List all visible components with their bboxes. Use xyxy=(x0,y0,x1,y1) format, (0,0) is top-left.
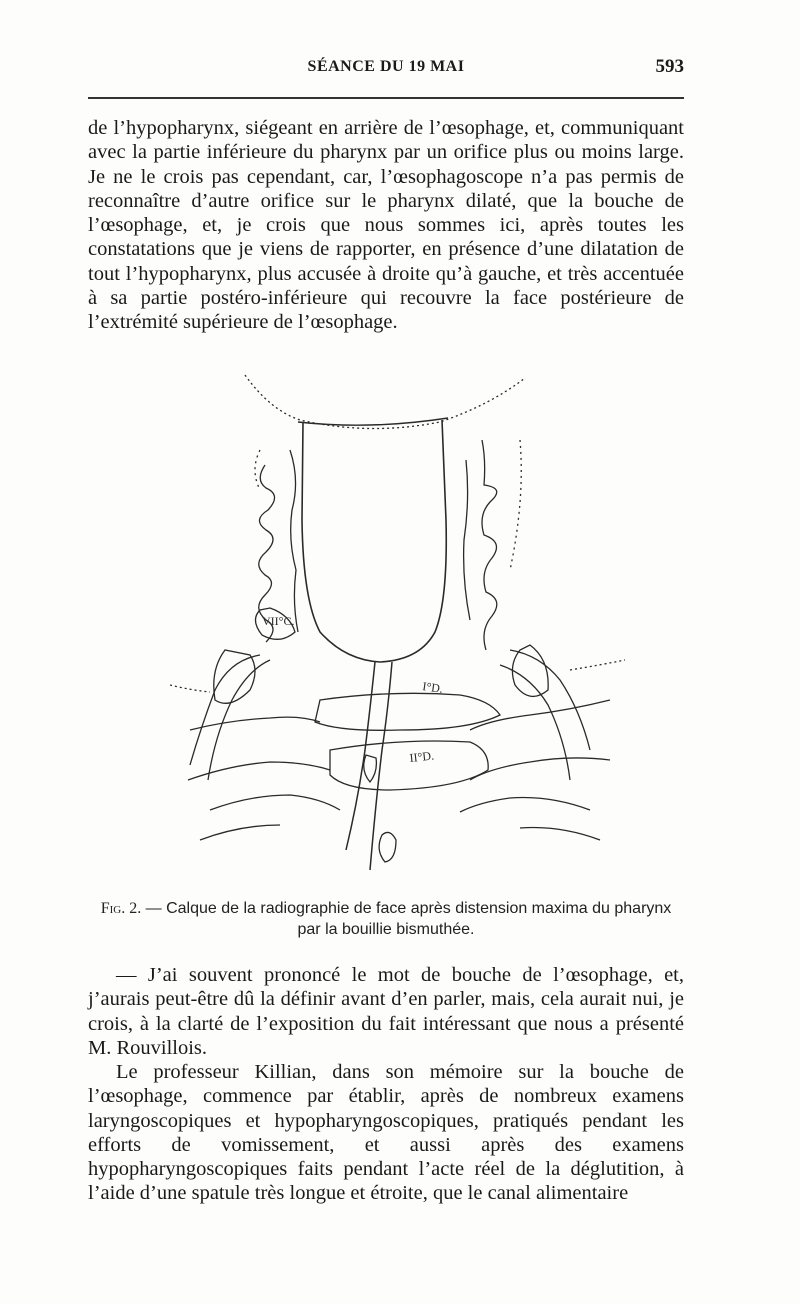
body-paragraph-2: — J’ai souvent prononcé le mot de bouche de l’œsophage, et, j’aurais peut-être dû la définir avant d’en parler, mais, cela aurait nui, je crois, à la clarté de l’exposition du fait intéressant que nous a présenté M. Rouvillois. xyxy=(88,964,684,1059)
body-paragraph-3: Le professeur Killian, dans son mémoire sur la bouche de l’œsophage, commence par établir, après de nombreux examens laryngoscopiques et hypopharyngoscopiques, pratiqués pendant les efforts de vomissement, et aussi après des examens hypopharyngoscopiques faits pendant l’acte réel de la déglutition, à l’aide d’une spatule très longue et étroite, que le canal alimentaire xyxy=(88,1061,684,1205)
caption-label: Fig. 2. xyxy=(100,900,142,917)
pharynx-sac xyxy=(302,420,446,662)
header-rule xyxy=(88,97,684,99)
label-d1: I°D. xyxy=(421,679,444,696)
right-vertebrae-outline xyxy=(482,440,497,650)
body-paragraph-1: de l’hypopharynx, siégeant en arrière de l’œsophage, et, communiquant avec la partie inférieure du pharynx par un orifice plus ou moins large. Je ne le crois pas cependant, car, l’œsophagoscope n’a pas permis de reconnaître d’autre orifice sur le pharynx dilaté, que la bouche de l’œsophage, et, je crois que nous sommes ici, après toutes les constatations que je viens de rapporter, en présence d’une dilatation de tout l’hypopharynx, plus accusée à droite qu’à gauche, et très accentuée à sa partie postéro-inférieure qui recouvre la face postérieure de l’extrémité supérieure de l’œsophage. xyxy=(88,117,684,334)
label-c7: VII°C. xyxy=(262,614,295,628)
running-header xyxy=(88,58,684,88)
figure-caption xyxy=(88,898,684,940)
page-number: 593 xyxy=(655,56,684,77)
figure-2-radiograph-tracing xyxy=(170,370,630,880)
label-d2: II°D. xyxy=(408,748,435,765)
caption-text: — Calque de la radiographie de face après distension maxima du pharynx par la bouillie bismuthée. xyxy=(145,900,672,938)
d1-vertebral-body xyxy=(315,693,500,730)
running-title: SÉANCE DU 19 MAI xyxy=(307,58,465,75)
d2-vertebral-body xyxy=(330,741,488,790)
pharynx-dotted-outline xyxy=(245,375,525,429)
figure-drawing xyxy=(170,370,630,880)
